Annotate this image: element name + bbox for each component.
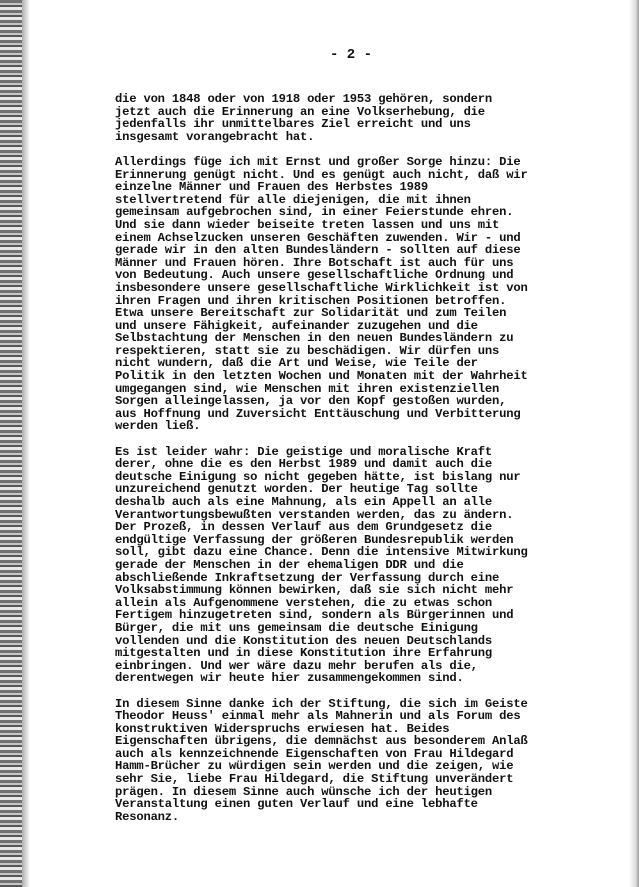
text-line: gerade der Menschen in der ehemaligen DDR und die <box>115 557 464 572</box>
text-line: einem Achselzucken unseren Geschäften zuwenden. Wir - und <box>115 230 521 245</box>
scan-shadow-left <box>0 0 22 887</box>
text-line: insbesondere unsere gesellschaftliche Wirklichkeit ist von <box>115 280 528 295</box>
text-line: deshalb auch als eine Mahnung, als ein Appell an alle <box>115 495 493 509</box>
text-line: gerade wir in den alten Bundesländern - sollten auf diese <box>115 243 521 258</box>
text-line: einzelne Männer und Frauen des Herbstes 1989 <box>115 180 429 195</box>
text-line: In diesem Sinne danke ich der Stiftung, die sich im Geiste <box>115 696 528 711</box>
text-line: Volksabstimmung können bewirken, daß sie sich nicht mehr <box>115 583 514 598</box>
text-line: Allerdings füge ich mit Ernst und großer Sorge hinzu: Die <box>115 154 521 169</box>
text-line: Resonanz. <box>115 809 180 824</box>
text-line: Der Prozeß, in dessen Verlauf aus dem Grundgesetz die <box>115 520 493 535</box>
text-line: respektieren, statt sie zu beschädigen. Wir dürfen uns <box>115 343 500 358</box>
text-line: soll, gibt dazu eine Chance. Denn die intensive Mitwirkung <box>115 545 528 560</box>
text-line: Veranstaltung einen guten Verlauf und eine lebhafte <box>115 797 478 812</box>
text-line: abschließende Inkraftsetzung der Verfassung durch eine <box>115 570 500 585</box>
text-line: unzureichend genutzt worden. Der heutige Tag sollte <box>115 482 478 497</box>
text-line: einbringen. Und wer wäre dazu mehr berufen als die, <box>115 658 478 673</box>
text-line: derentwegen wir heute hier zusammengekommen sind. <box>115 671 464 686</box>
text-line: deutsche Einigung so nicht gegeben hätte, ist bislang nur <box>115 469 521 484</box>
text-line: Verantwortungsbewußten verstanden werden, das zu ändern. <box>115 507 514 522</box>
text-line: aus Hoffnung und Zuversicht Enttäuschung und Verbitterung <box>115 406 521 421</box>
text-line: und unsere Fähigkeit, aufeinander zuzugehen und die <box>115 318 478 333</box>
paragraph <box>115 156 620 433</box>
text-line: von Bedeutung. Auch unsere gesellschaftliche Ordnung und <box>115 268 514 283</box>
text-line: gemeinsam aufgebrochen sind, in einer Feierstunde ehren. <box>115 205 514 220</box>
text-line: Erinnerung genügt nicht. Und es genügt auch nicht, daß wir <box>115 167 528 182</box>
page-number: - 2 - <box>330 47 373 63</box>
text-line: Eigenschaften übrigens, die demnächst aus besonderem Anlaß <box>115 734 528 749</box>
text-line: derer, ohne die es den Herbst 1989 und damit auch die <box>115 457 493 472</box>
text-line: jetzt auch die Erinnerung an eine Volkserhebung, die <box>115 104 485 119</box>
text-line: werden ließ. <box>115 419 201 434</box>
text-line: Und sie dann wieder beiseite treten lassen und uns mit <box>115 217 500 232</box>
text-line: Selbstachtung der Menschen in den neuen Bundesländern zu <box>115 331 514 346</box>
text-line: vollenden und die Konstitution des neuen Deutschlands <box>115 633 493 648</box>
paragraph <box>115 93 620 143</box>
text-line: Bürger, die mit uns gemeinsam die deutsche Einigung <box>115 620 478 635</box>
text-line: die von 1848 oder von 1918 oder 1953 gehören, sondern <box>115 92 493 106</box>
text-line: allein als Aufgenommene verstehen, die zu etwas schon <box>115 595 493 610</box>
paragraph <box>115 446 620 685</box>
text-line: Theodor Heuss' einmal mehr als Mahnerin und als Forum des <box>115 709 521 724</box>
scan-shadow-right <box>629 0 639 887</box>
paragraph <box>115 698 620 824</box>
text-line: Männer und Frauen hören. Ihre Botschaft ist auch für uns <box>115 255 514 270</box>
text-line: Hamm-Brücher zu würdigen sein werden und die zeigen, wie <box>115 759 514 774</box>
text-line: nicht wundern, daß die Art und Weise, wie Teile der <box>115 356 478 371</box>
text-line: Fertigem hinzugetreten sind, sondern als Bürgerinnen und <box>115 608 514 623</box>
text-line: Politik in den letzten Wochen und Monaten mit der Wahrheit <box>115 369 528 384</box>
text-line: jedenfalls ihr unmittelbares Ziel erreicht und uns <box>115 117 471 132</box>
document-body <box>115 93 620 836</box>
text-line: ihren Fragen und ihren kritischen Positionen betroffen. <box>115 293 507 308</box>
text-line: umgegangen sind, wie Menschen mit ihren existenziellen <box>115 381 500 396</box>
text-line: Es ist leider wahr: Die geistige und moralische Kraft <box>115 444 493 459</box>
text-line: insgesamt vorangebracht hat. <box>115 129 315 144</box>
text-line: auch als kennzeichnende Eigenschaften von Frau Hildegard <box>115 746 514 761</box>
text-line: stellvertretend für alle diejenigen, die mit ihnen <box>115 192 471 207</box>
text-line: endgültige Verfassung der größeren Bundesrepublik werden <box>115 532 514 547</box>
text-line: Sorgen alleingelassen, ja vor den Kopf gestoßen wurden, <box>115 394 507 409</box>
text-line: Etwa unsere Bereitschaft zur Solidarität und zum Teilen <box>115 306 507 321</box>
text-line: mitgestalten und in diese Konstitution ihre Erfahrung <box>115 646 493 661</box>
text-line: prägen. In diesem Sinne auch wünsche ich der heutigen <box>115 784 493 799</box>
text-line: konstruktiven Widerspruchs erwiesen hat. Beides <box>115 721 450 736</box>
text-line: sehr Sie, liebe Frau Hildegard, die Stiftung unverändert <box>115 772 514 787</box>
